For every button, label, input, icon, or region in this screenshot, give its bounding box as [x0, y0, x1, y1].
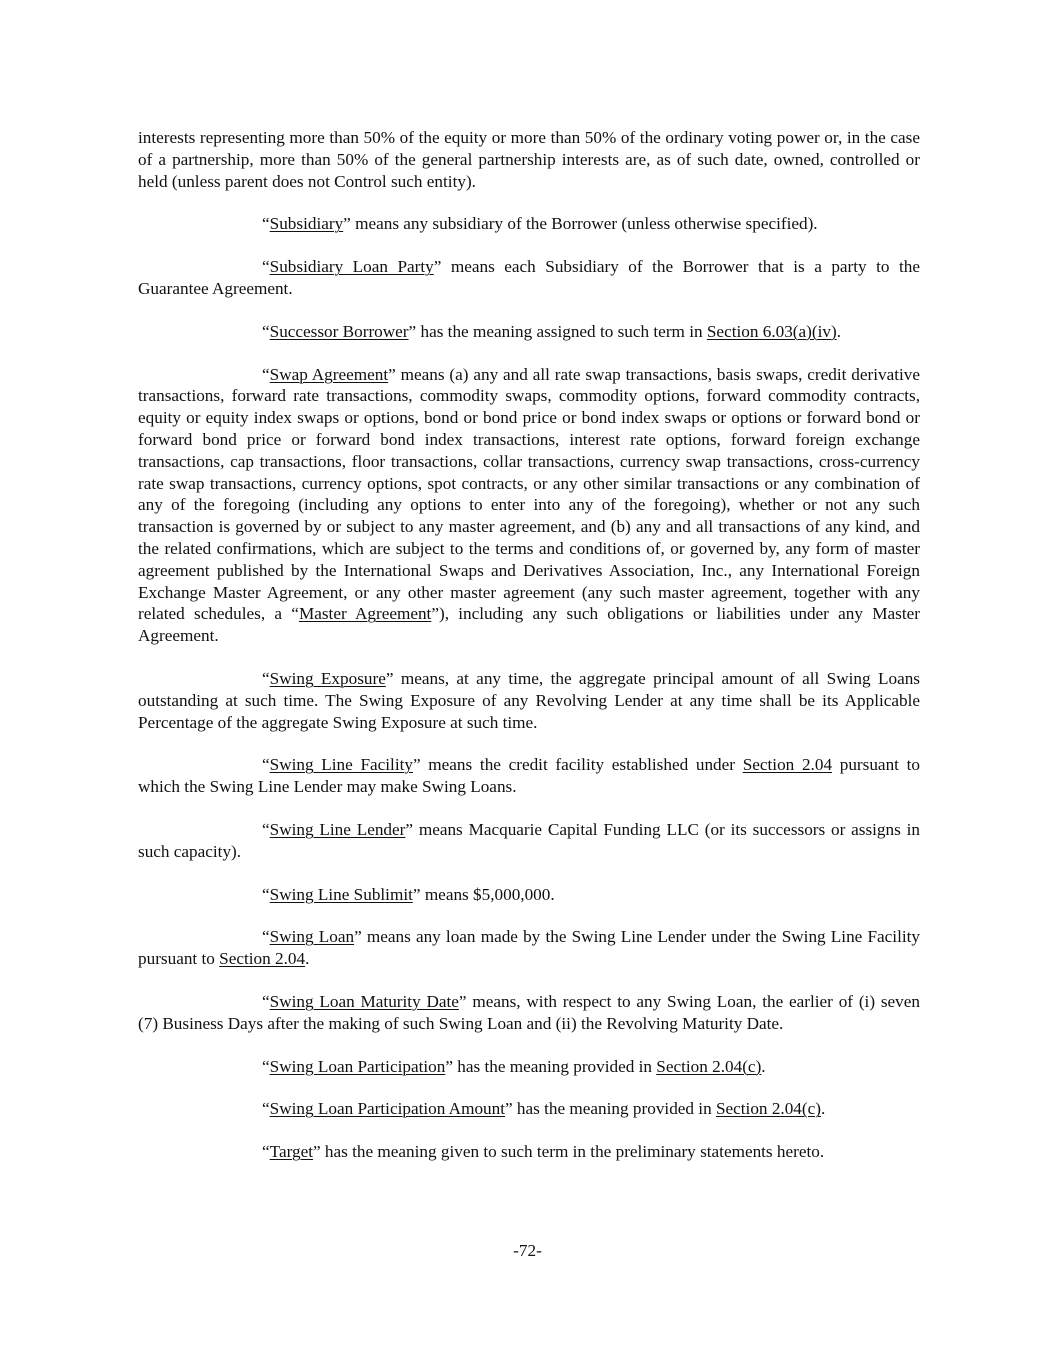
definition-text-end: ”), including any such obligations or liabilities under any Master Agreement. [138, 604, 920, 646]
definition-text: ” means each Subsidiary of the Borrower that is a party to the Guarantee Agreement. [138, 257, 920, 298]
open-quote: “ [262, 321, 270, 341]
definition-text: ” has the meaning provided in [445, 1056, 657, 1076]
definition-swap-agreement [138, 364, 920, 647]
defined-term: Swing Loan Maturity Date [269, 991, 459, 1011]
definition-swing-loan-participation [138, 1056, 920, 1078]
defined-term: Swing Loan Participation Amount [269, 1099, 505, 1119]
definition-text: ” has the meaning provided in [505, 1099, 716, 1119]
open-quote: “ [262, 819, 270, 839]
definition-text: ” means $5,000,000. [412, 884, 555, 904]
open-quote: “ [262, 884, 270, 904]
defined-term: Swap Agreement [269, 364, 389, 384]
definition-text: ” means any loan made by the Swing Line Lender under the Swing Line Facility pursuant to [138, 927, 920, 969]
definition-text-end: . [761, 1056, 766, 1076]
open-quote: “ [262, 668, 270, 688]
definition-swing-exposure [138, 668, 920, 733]
paragraph-continuation [138, 127, 920, 192]
definition-text: ” has the meaning assigned to such term in [408, 321, 707, 341]
defined-term: Subsidiary Loan Party [269, 257, 434, 277]
definition-swing-line-lender [138, 819, 920, 863]
open-quote: “ [262, 1099, 270, 1119]
definition-text: ” means Macquarie Capital Funding LLC (or its successors or assigns in such capacity). [138, 819, 920, 861]
defined-term: Subsidiary [269, 214, 344, 234]
definition-text: ” means the credit facility established under [412, 755, 743, 775]
open-quote: “ [262, 991, 270, 1011]
definition-swing-loan [138, 926, 920, 970]
section-reference: Section 2.04 [742, 755, 833, 775]
paragraph-text: interests representing more than 50% of the equity or more than 50% of the ordinary voting power or, in the case of a partnership, more than 50% of the general partnership interests are, as of such date, owned, controlled or held (unless parent does not Control such entity). [138, 128, 920, 191]
defined-term-inline: Master Agreement [298, 604, 432, 624]
defined-term: Swing Loan Participation [269, 1056, 446, 1076]
defined-term: Swing Loan [269, 927, 355, 947]
open-quote: “ [262, 927, 270, 947]
definition-swing-line-facility [138, 754, 920, 798]
definition-text: ” has the meaning given to such term in the preliminary statements hereto. [312, 1142, 825, 1162]
section-reference: Section 2.04(c) [656, 1056, 762, 1076]
page-body [138, 127, 920, 1184]
open-quote: “ [262, 1056, 270, 1076]
open-quote: “ [262, 1142, 270, 1162]
defined-term: Successor Borrower [269, 321, 409, 341]
definition-successor-borrower [138, 321, 920, 343]
definition-subsidiary [138, 213, 920, 235]
definition-text: ” means (a) any and all rate swap transactions, basis swaps, credit derivative transactions, forward rate transactions, commodity swaps, commodity options, forward commodity contracts, equity or equity index swaps or options, bond or bond price or bond index swaps or options or forward bond or forward bond price or forward bond index transactions, interest rate options, forward foreign exchange transactions, cap transactions, floor transactions, collar transactions, currency swap transactions, cross-currency rate swap transactions, currency options, spot contracts, or any other similar transactions or any combination of any of the foregoing (including any options to enter into any of the foregoing), whether or not any such transaction is governed by or subject to any master agreement, and (b) any and all transactions of any kind, and the related confirmations, which are subject to the terms and conditions of, or governed by, any form of master agreement published by the International Swaps and Derivatives Association, Inc., any International Foreign Exchange Master Agreement, or any other master agreement (any such master agreement, together with any related schedules, a “ [138, 364, 921, 624]
page-number: -72- [513, 1241, 542, 1260]
definition-text: ” means any subsidiary of the Borrower (unless otherwise specified). [343, 214, 818, 234]
definition-text-end: pursuant to which the Swing Line Lender may make Swing Loans. [138, 755, 921, 797]
definition-text-end: . [305, 949, 310, 969]
open-quote: “ [262, 257, 270, 277]
definition-target [138, 1141, 920, 1163]
defined-term: Swing Exposure [269, 668, 386, 688]
open-quote: “ [262, 755, 270, 775]
definition-text-end: . [820, 1099, 826, 1119]
section-reference: Section 2.04 [219, 949, 306, 969]
definition-text-end: . [836, 321, 841, 341]
defined-term: Swing Line Lender [269, 819, 406, 839]
defined-term: Swing Line Sublimit [269, 884, 413, 904]
section-reference: Section 2.04(c) [715, 1099, 821, 1119]
definition-swing-line-sublimit [138, 884, 920, 906]
definition-text: ” means, with respect to any Swing Loan, the earlier of (i) seven (7) Business Days after the making of such Swing Loan and (ii) the Revolving Maturity Date. [138, 991, 921, 1033]
section-reference: Section 6.03(a)(iv) [706, 321, 837, 341]
defined-term: Swing Line Facility [269, 755, 413, 775]
definition-text: ” means, at any time, the aggregate principal amount of all Swing Loans outstanding at such time. The Swing Exposure of any Revolving Lender at any time shall be its Applicable Percentage of the aggregate Swing Exposure at such time. [138, 668, 920, 732]
definition-subsidiary-loan-party [138, 256, 920, 300]
defined-term: Target [269, 1142, 313, 1162]
open-quote: “ [262, 364, 270, 384]
definition-swing-loan-maturity-date [138, 991, 920, 1035]
open-quote: “ [262, 214, 270, 234]
definition-swing-loan-participation-amount [138, 1098, 920, 1120]
